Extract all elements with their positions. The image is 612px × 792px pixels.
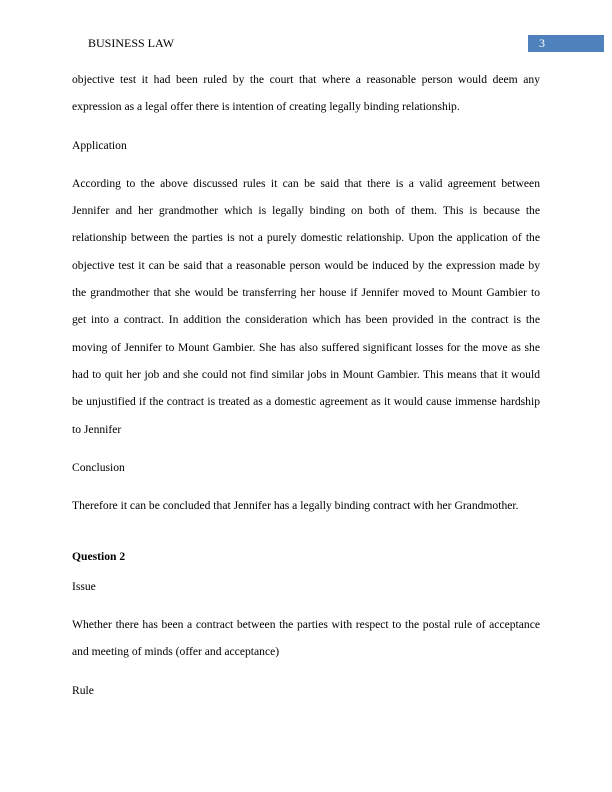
paragraph-application: According to the above discussed rules it can be said that there is a valid agreement between Jennifer and her grandmother which is legally binding on both of them. This is because the relationship between the parties is not a purely domestic relationship. Upon the application of the objective test it can be said that a reasonable person would be induced by the expression made by the grandmother that she would be transferring her house if Jennifer moved to Mount Gambier to get into a contract. In addition the consideration which has been provided in the contract is the moving of Jennifer to Mount Gambier. She has also suffered significant losses for the move as she had to quit her job and she could not find similar jobs in Mount Gambier. This means that it would be unjustified if the contract is treated as a domestic agreement as it would cause immense hardship to Jennifer <box>72 176 540 436</box>
heading-issue: Issue <box>72 579 96 593</box>
paragraph-conclusion: Therefore it can be concluded that Jennifer has a legally binding contract with her Grandmother. <box>72 499 519 513</box>
page-number: 3 <box>528 35 604 52</box>
heading-application: Application <box>72 138 127 152</box>
heading-conclusion: Conclusion <box>72 460 125 474</box>
paragraph-issue: Whether there has been a contract between the parties with respect to the postal rule of acceptance and meeting of minds (offer and acceptance) <box>72 618 540 659</box>
document-body <box>72 66 540 704</box>
heading-question-2: Question 2 <box>72 550 126 564</box>
header-title: BUSINESS LAW <box>88 36 175 50</box>
paragraph-intro: objective test it had been ruled by the court that where a reasonable person would deem any expression as a legal offer there is intention of creating legally binding relationship. <box>72 73 540 114</box>
heading-rule: Rule <box>72 683 94 697</box>
